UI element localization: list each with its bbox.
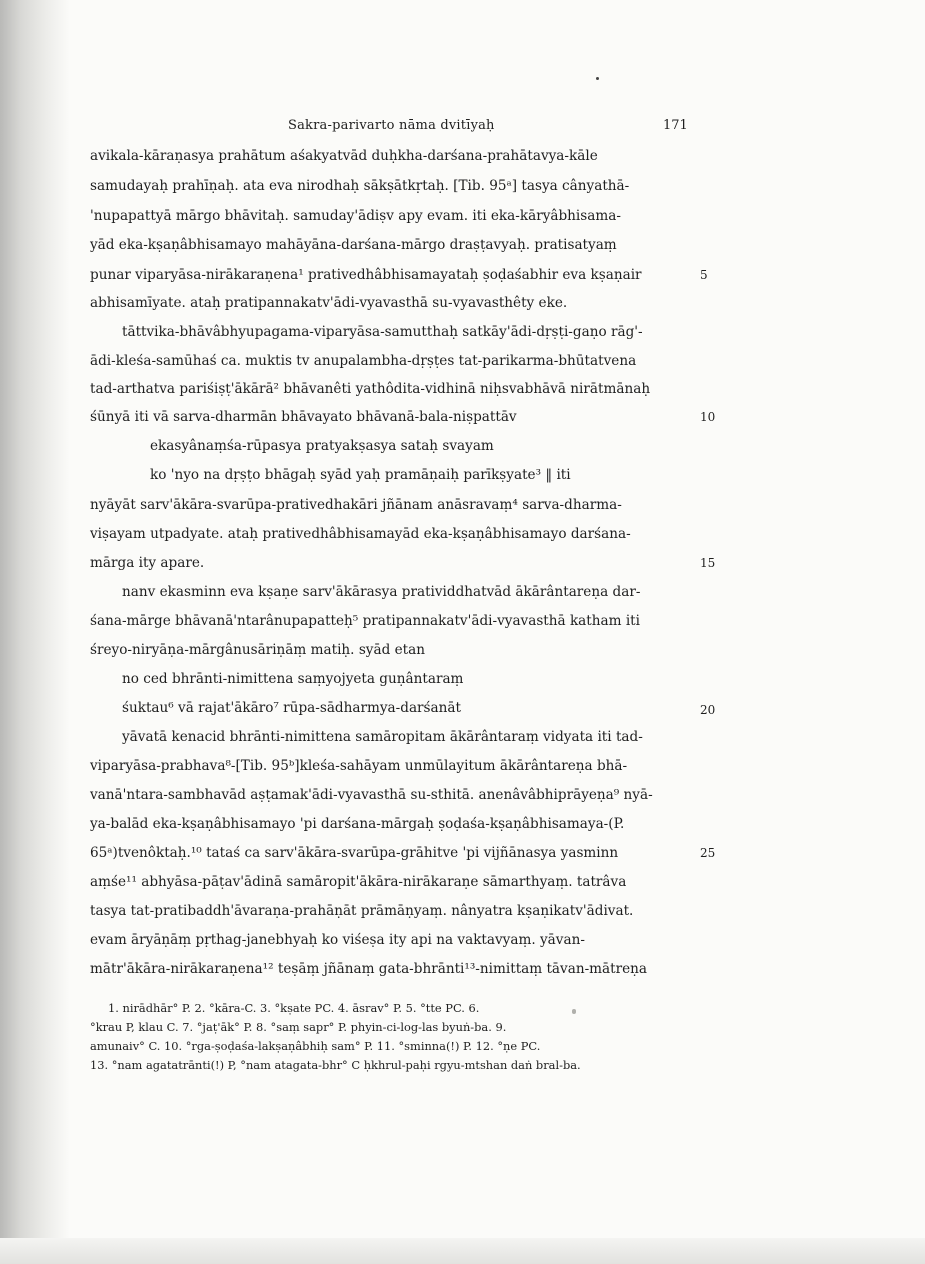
text-line: nanv ekasminn eva kṣaṇe sarv'ākārasya pratividdhatvād ākārântareṇa dar-: [122, 584, 641, 600]
text-line: abhisamīyate. ataḥ pratipannakatv'ādi-vyavasthā su-vyavasthêty eke.: [90, 295, 568, 311]
binding-shadow: [0, 0, 70, 1264]
text-line: viparyāsa-prabhava⁸-[Tib. 95ᵇ]kleśa-sahāyam unmūlayitum ākārântareṇa bhā-: [90, 758, 628, 774]
line-number: 20: [700, 703, 716, 717]
page-bottom-edge: [0, 1238, 925, 1264]
verse-line: ekasyânaṃśa-rūpasya pratyakṣasya sataḥ svayam: [150, 438, 494, 454]
text-line: 65ᵃ)tvenôktaḥ.¹⁰ tataś ca sarv'ākāra-svarūpa-grāhitve 'pi vijñānasya yasminn: [90, 845, 619, 861]
text-line: mātr'ākāra-nirākaraṇena¹² teṣāṃ jñānaṃ gata-bhrānti¹³-nimittaṃ tāvan-mātreṇa: [90, 961, 648, 977]
text-line: nyāyāt sarv'ākāra-svarūpa-prativedhakāri jñānam anāsravaṃ⁴ sarva-dharma-: [90, 497, 622, 513]
text-line: aṃśe¹¹ abhyāsa-pāṭav'ādinā samāropit'ākāra-nirākaraṇe sāmarthyaṃ. tatrâva: [90, 874, 627, 890]
text-line: yāvatā kenacid bhrānti-nimittena samāropitam ākārântaraṃ vidyata iti tad-: [122, 729, 643, 745]
text-line: ya-balād eka-kṣaṇâbhisamayo 'pi darśana-mārgaḥ ṣoḍaśa-kṣaṇâbhisamaya-(P.: [90, 816, 625, 832]
ink-speck: [596, 77, 599, 80]
footnote-line: °krau P, klau C. 7. °jaṭ'āk° P. 8. °saṃ sapr° P. phyin-ci-log-las byuṅ-ba. 9.: [90, 1020, 507, 1034]
footnote-line: 13. °nam agatatrānti(!) P, °nam atagata-bhr° C ḥkhrul-paḥi rgyu-mtshan daṅ bral-ba.: [90, 1058, 581, 1072]
line-number: 25: [700, 846, 716, 860]
verse-line: ko 'nyo na dṛṣṭo bhāgaḥ syād yaḥ pramāṇaiḥ parīkṣyate³ ‖ iti: [150, 467, 571, 483]
line-number: 10: [700, 410, 716, 424]
text-line: śana-mārge bhāvanā'ntarânupapatteḥ⁵ pratipannakatv'ādi-vyavasthā katham iti: [90, 613, 640, 629]
text-line: tad-arthatva pariśiṣṭ'ākārā² bhāvanêti yathôdita-vidhinā niḥsvabhāvā nirātmānaḥ: [90, 381, 651, 397]
text-line: viṣayam utpadyate. ataḥ prativedhâbhisamayād eka-kṣaṇâbhisamayo darśana-: [90, 526, 631, 542]
text-line: ādi-kleśa-samūhaś ca. muktis tv anupalambha-dṛṣṭes tat-parikarma-bhūtatvena: [90, 353, 637, 369]
text-line: punar viparyāsa-nirākaraṇena¹ prativedhâbhisamayataḥ ṣoḍaśabhir eva kṣaṇair: [90, 267, 642, 283]
text-line: mārga ity apare.: [90, 555, 205, 571]
footnote-line: 1. nirādhār° P. 2. °kāra-C. 3. °kṣate PC. 4. āsrav° P. 5. °tte PC. 6.: [108, 1001, 480, 1015]
verse-line: no ced bhrānti-nimittena saṃyojyeta guṇântaraṃ: [122, 671, 464, 687]
text-line: avikala-kāraṇasya prahātum aśakyatvād duḥkha-darśana-prahātavya-kāle: [90, 148, 598, 164]
line-number: 5: [700, 268, 708, 282]
text-line: samudayaḥ prahīṇaḥ. ata eva nirodhaḥ sākṣātkṛtaḥ. [Tib. 95ᵃ] tasya cânyathā-: [90, 178, 630, 194]
running-title: Sakra-parivarto nāma dvitīyaḥ: [288, 118, 495, 133]
text-line: yād eka-kṣaṇâbhisamayo mahāyāna-darśana-mārgo draṣṭavyaḥ. pratisatyaṃ: [90, 237, 617, 253]
ink-speck: [572, 1009, 576, 1014]
text-line: vanā'ntara-sambhavād aṣṭamak'ādi-vyavasthā su-sthitā. anenâvâbhiprāyeṇa⁹ nyā-: [90, 787, 653, 803]
text-line: tasya tat-pratibaddh'āvaraṇa-prahāṇāt prāmāṇyaṃ. nânyatra kṣaṇikatv'ādivat.: [90, 903, 634, 919]
verse-line: śuktau⁶ vā rajat'ākāro⁷ rūpa-sādharmya-darśanāt: [122, 700, 461, 716]
text-line: evam āryāṇāṃ pṛthag-janebhyaḥ ko viśeṣa ity api na vaktavyaṃ. yāvan-: [90, 932, 585, 948]
footnote-line: amunaiv° C. 10. °rga-ṣoḍaśa-lakṣaṇâbhiḥ sam° P. 11. °sminna(!) P. 12. °ṇe PC.: [90, 1039, 541, 1053]
text-line: śreyo-niryāṇa-mārgânusāriṇāṃ matiḥ. syād etan: [90, 642, 425, 658]
text-line: 'nupapattyā mārgo bhāvitaḥ. samuday'ādiṣv apy evam. iti eka-kāryâbhisama-: [90, 208, 621, 224]
page-number: 171: [663, 118, 688, 133]
text-line: śūnyā iti vā sarva-dharmān bhāvayato bhāvanā-bala-niṣpattāv: [90, 409, 517, 425]
line-number: 15: [700, 556, 716, 570]
text-line: tāttvika-bhāvâbhyupagama-viparyāsa-samutthaḥ satkāy'ādi-dṛṣṭi-gaṇo rāg'-: [122, 324, 643, 340]
